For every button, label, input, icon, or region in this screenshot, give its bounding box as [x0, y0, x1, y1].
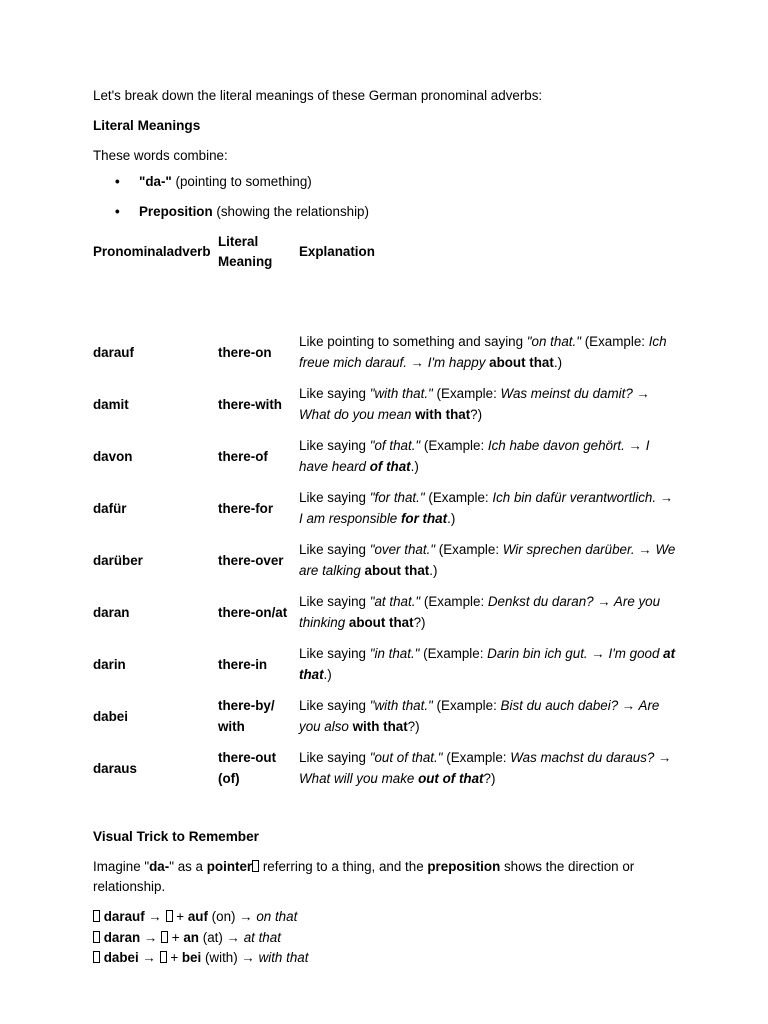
text-run: about that [489, 355, 554, 370]
text-run: Denkst du daran? → Are you thinking [299, 594, 661, 630]
explanation-cell [299, 326, 679, 378]
text-run: Was meinst du damit? → What do you mean [299, 386, 650, 422]
text-run: "over that." [369, 542, 436, 557]
text-run: Ich bin dafür verantwortlich. → I am responsible [299, 490, 674, 526]
text-run: pointer [206, 859, 253, 874]
text-run: for that [400, 511, 448, 526]
text-run: "out of that." [369, 750, 443, 765]
missing-glyph-icon [161, 931, 168, 943]
bullet-desc: (showing the relationship) [212, 204, 369, 219]
column-header: Pronominaladverb [93, 244, 211, 259]
text-run: (Example: [420, 438, 488, 453]
example-line [93, 948, 683, 969]
text-run: Bist du auch dabei? → Are you also [299, 698, 660, 734]
text-run: (Example: [580, 334, 649, 349]
table-row [93, 638, 679, 690]
column-header: Explanation [299, 244, 375, 259]
adverb-cell: darauf [93, 344, 134, 360]
list-item [93, 172, 683, 192]
adverb-cell: davon [93, 448, 133, 464]
text-run: Like saying [299, 594, 370, 609]
text-run: (Example: [424, 490, 493, 505]
text-run: ?) [470, 407, 483, 422]
literal-meaning-cell: there-of [218, 448, 268, 464]
arrow-symbol: → [241, 950, 255, 965]
adverb-cell: damit [93, 396, 129, 412]
text-run: Like saying [299, 750, 370, 765]
text-run: ?) [407, 719, 420, 734]
literal-meaning-cell: there-with [218, 396, 282, 412]
text-run: at that [299, 646, 676, 682]
adverb-cell: dabei [93, 708, 128, 724]
table-row [93, 586, 679, 638]
example-meaning: on that [256, 909, 298, 924]
text-run: preposition [427, 859, 501, 874]
example-list [93, 907, 683, 969]
example-word: daran [103, 929, 141, 945]
text-run: Wir sprechen darüber. → We are talking [299, 542, 676, 578]
text-run: (Example: [419, 646, 488, 661]
example-preposition: an [183, 929, 199, 945]
example-line [93, 928, 683, 949]
text-run: referring to a thing, and the [259, 859, 428, 874]
text-run: "with that." [369, 698, 433, 713]
adverb-table [93, 230, 679, 794]
text-run: Like saying [299, 490, 370, 505]
text-run: "on that." [526, 334, 581, 349]
literal-meaning-cell: there-on/at [218, 604, 288, 620]
table-row [93, 690, 679, 742]
text-run: Ich freue mich darauf. → I'm happy [299, 334, 667, 370]
text-run: with that [415, 407, 471, 422]
text-run: (Example: [420, 594, 488, 609]
bullet-desc: (pointing to something) [171, 174, 312, 189]
text-run: out of that [418, 771, 484, 786]
bullet-term: "da-" [139, 174, 172, 189]
column-header: Literal Meaning [218, 234, 273, 269]
explanation-cell [299, 742, 679, 794]
table-row [93, 430, 679, 482]
text-run: Like pointing to something and saying [299, 334, 527, 349]
text-run: Like saying [299, 646, 370, 661]
adverb-cell: daraus [93, 760, 137, 776]
arrow-symbol: → [226, 929, 240, 945]
text-run: .) [429, 563, 438, 578]
text-run: ?) [483, 771, 496, 786]
intro-text: Let's break down the literal meanings of these German pronominal adverbs: [93, 88, 543, 103]
example-preposition: bei [181, 950, 202, 965]
text-run: " as a [169, 859, 207, 874]
example-gloss: (at) [202, 929, 223, 945]
missing-glyph-icon [160, 951, 167, 963]
literal-meaning-cell: there-over [218, 552, 284, 568]
example-line [93, 907, 683, 928]
arrow-symbol: → [143, 929, 158, 945]
table-header-row [93, 230, 679, 274]
explanation-cell [299, 586, 679, 638]
arrow-symbol: → [239, 909, 253, 924]
text-run: (Example: [435, 542, 503, 557]
example-gloss: (on) [211, 909, 236, 924]
text-run: Like saying [299, 386, 370, 401]
header-spacer [93, 274, 679, 326]
text-run: .) [323, 667, 332, 682]
imagine-text [93, 857, 683, 897]
text-run: with that [352, 719, 408, 734]
literal-meaning-cell: there-by/ with [218, 698, 275, 734]
explanation-cell [299, 638, 679, 690]
adverb-cell: darin [93, 656, 126, 672]
literal-meaning-cell: there-out (of) [218, 750, 277, 786]
text-run: "at that." [369, 594, 421, 609]
example-gloss: (with) [204, 950, 238, 965]
text-run: .) [553, 355, 563, 370]
text-run: about that [364, 563, 430, 578]
text-run: about that [348, 615, 414, 630]
adverb-cell: dafür [93, 500, 127, 516]
example-word: darauf [103, 909, 145, 924]
arrow-symbol: → [148, 909, 162, 924]
text-run: "for that." [369, 490, 425, 505]
text-run: Like saying [299, 698, 370, 713]
example-meaning: with that [258, 950, 309, 965]
text-run: "in that." [369, 646, 420, 661]
text-run: "of that." [369, 438, 421, 453]
combine-text: These words combine: [93, 148, 228, 163]
table-row [93, 326, 679, 378]
table-body [93, 326, 679, 794]
table-row [93, 534, 679, 586]
table-row [93, 742, 679, 794]
example-meaning: at that [243, 929, 281, 945]
text-run: ?) [413, 615, 426, 630]
list-item [93, 202, 683, 222]
text-run: .) [410, 459, 419, 474]
text-run: "with that." [369, 386, 433, 401]
adverb-cell: darüber [93, 552, 143, 568]
text-run: shows the direction or relationship. [93, 859, 635, 894]
text-run: Was machst du daraus? → What will you make [299, 750, 672, 786]
missing-glyph-icon [93, 931, 100, 943]
arrow-symbol: → [142, 950, 156, 965]
explanation-cell [299, 430, 679, 482]
missing-glyph-icon [93, 910, 100, 922]
text-run: Like saying [299, 438, 370, 453]
text-run: of that [369, 459, 411, 474]
literal-meaning-cell: there-for [218, 500, 274, 516]
missing-glyph-icon [166, 910, 173, 922]
bullet-list [93, 172, 683, 222]
plus-symbol: + [176, 909, 185, 924]
text-run: (Example: [442, 750, 511, 765]
bullet-dot: • [115, 204, 120, 219]
explanation-cell [299, 690, 679, 742]
adverb-cell: daran [93, 604, 130, 620]
table-row [93, 482, 679, 534]
text-run: da- [149, 859, 170, 874]
missing-glyph-icon [93, 951, 100, 963]
explanation-cell [299, 482, 679, 534]
example-word: dabei [103, 950, 139, 965]
document-page [93, 86, 683, 969]
text-run: Imagine " [93, 859, 150, 874]
text-run: (Example: [432, 386, 501, 401]
heading-visual-trick: Visual Trick to Remember [93, 829, 259, 844]
bullet-dot: • [115, 174, 120, 189]
text-run: Darin bin ich gut. → I'm good [487, 646, 664, 661]
literal-meaning-cell: there-on [218, 344, 272, 360]
explanation-cell [299, 378, 679, 430]
text-run: (Example: [432, 698, 501, 713]
text-run: Ich habe davon gehört. → I have heard [299, 438, 650, 474]
bullet-term: Preposition [139, 204, 213, 219]
plus-symbol: + [171, 929, 180, 945]
explanation-cell [299, 534, 679, 586]
example-preposition: auf [187, 909, 208, 924]
table-row [93, 378, 679, 430]
heading-literal-meanings: Literal Meanings [93, 118, 201, 133]
text-run: Like saying [299, 542, 370, 557]
literal-meaning-cell: there-in [218, 656, 268, 672]
text-run: .) [447, 511, 456, 526]
plus-symbol: + [170, 950, 179, 965]
